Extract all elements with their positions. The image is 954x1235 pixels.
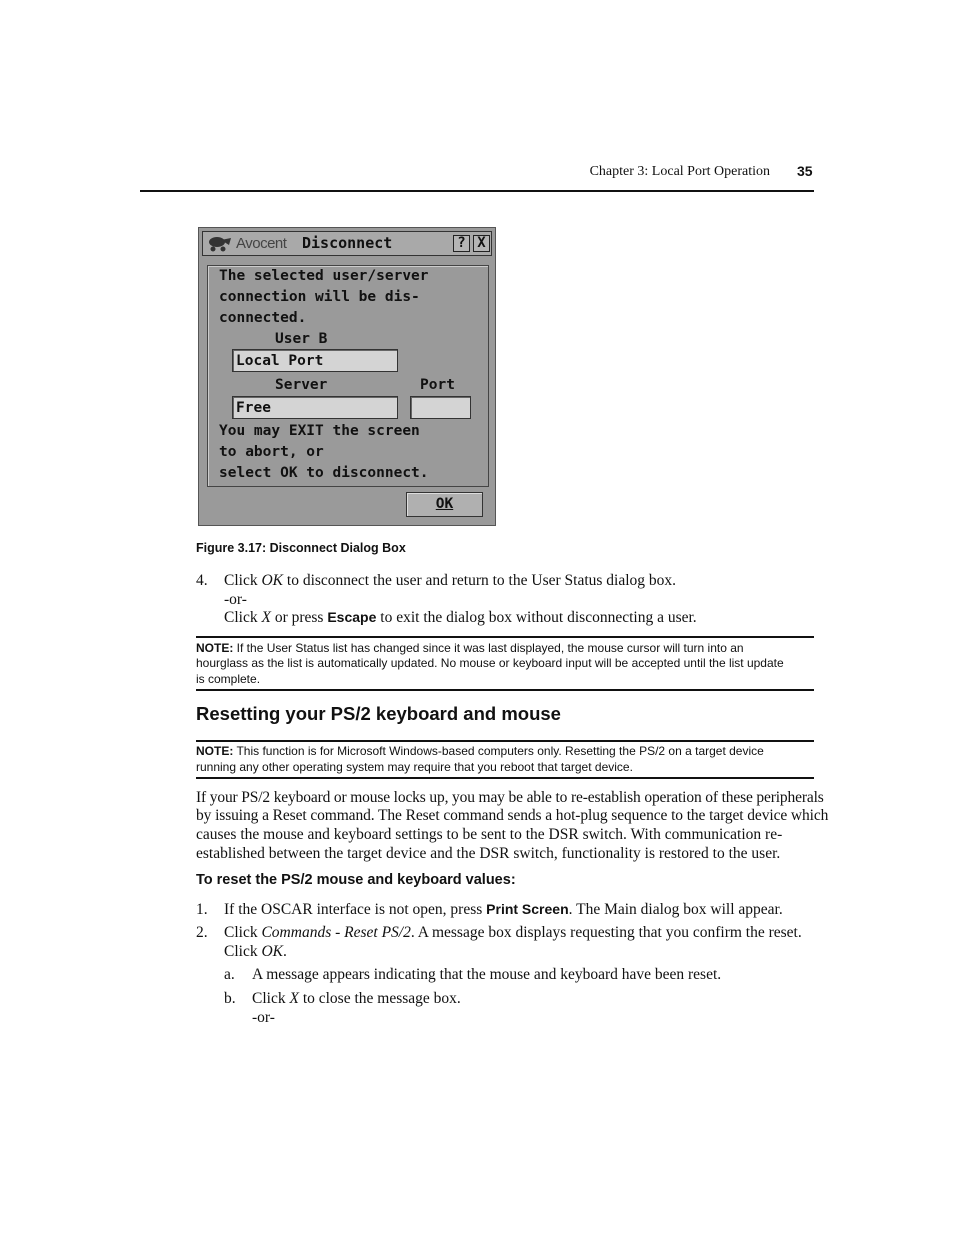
header-rule <box>140 190 814 192</box>
server-field-value: Free <box>236 400 271 416</box>
note-1-line: hourglass as the list is automatically updated. No mouse or keyboard input will be accepted until the list update <box>196 656 784 670</box>
note-rule <box>196 689 814 691</box>
avocent-logo-icon <box>207 236 233 252</box>
dialog-message-line: connection will be dis- <box>219 289 420 305</box>
body-line: established between the target device and the DSR switch, functionality is restored to the user. <box>196 845 781 862</box>
section-heading: Resetting your PS/2 keyboard and mouse <box>196 703 561 724</box>
body-line: causes the mouse and keyboard settings to be sent to the DSR switch. With communication re- <box>196 826 783 843</box>
procedure-heading: To reset the PS/2 mouse and keyboard values: <box>196 872 516 888</box>
step-1-text: If the OSCAR interface is not open, press Print Screen. The Main dialog box will appear. <box>224 901 783 918</box>
body-line: by issuing a Reset command. The Reset command sends a hot-plug sequence to the target device which <box>196 807 829 824</box>
substep-a-text: A message appears indicating that the mouse and keyboard have been reset. <box>252 966 722 983</box>
or-separator: -or- <box>224 591 247 608</box>
user-field[interactable] <box>232 349 398 372</box>
port-label: Port <box>420 377 455 393</box>
note-rule <box>196 740 814 742</box>
dialog-titlebar <box>202 231 492 256</box>
dialog-message-line: connected. <box>219 310 307 326</box>
dialog-panel <box>207 265 489 487</box>
ok-button-label: OK <box>435 496 454 512</box>
note-1-line: is complete. <box>196 672 261 686</box>
close-button[interactable]: X <box>473 235 490 252</box>
dialog-title: Disconnect <box>302 234 393 252</box>
step-number: 1. <box>196 901 208 918</box>
substep-letter: a. <box>224 966 235 983</box>
port-field[interactable] <box>410 396 471 419</box>
server-label: Server <box>275 377 328 393</box>
disconnect-dialog <box>198 227 496 526</box>
running-header-chapter: Chapter 3: Local Port Operation <box>589 164 770 179</box>
step-4-text: Click OK to disconnect the user and return to the User Status dialog box. <box>224 572 677 589</box>
note-2-line: NOTE: This function is for Microsoft Windows-based computers only. Resetting the PS/2 on a target device <box>196 744 764 758</box>
or-separator: -or- <box>252 1009 275 1026</box>
substep-b-text: Click X to close the message box. <box>252 990 461 1007</box>
ok-button[interactable] <box>406 492 483 517</box>
avocent-logo-text: Avocent <box>236 235 287 252</box>
note-1-line: NOTE: If the User Status list has changed since it was last displayed, the mouse cursor will turn into an <box>196 641 744 655</box>
user-label: User B <box>275 331 328 347</box>
step-2-text-cont: Click OK. <box>224 943 287 960</box>
dialog-message-line: You may EXIT the screen <box>219 423 420 439</box>
note-rule <box>196 636 814 638</box>
help-button[interactable]: ? <box>453 235 470 252</box>
user-field-value: Local Port <box>236 353 324 369</box>
figure-caption: Figure 3.17: Disconnect Dialog Box <box>196 541 406 555</box>
page-number: 35 <box>797 163 813 179</box>
note-2-line: running any other operating system may require that you reboot that target device. <box>196 760 633 774</box>
note-rule <box>196 777 814 779</box>
step-4-alt-text: Click X or press Escape to exit the dialog box without disconnecting a user. <box>224 609 697 626</box>
step-number: 2. <box>196 924 208 941</box>
body-line: If your PS/2 keyboard or mouse locks up, you may be able to re-establish operation of these peripherals <box>196 789 824 806</box>
step-number: 4. <box>196 572 208 589</box>
substep-letter: b. <box>224 990 236 1007</box>
dialog-message-line: select OK to disconnect. <box>219 465 429 481</box>
server-field[interactable] <box>232 396 398 419</box>
dialog-message-line: to abort, or <box>219 444 324 460</box>
step-2-text: Click Commands - Reset PS/2. A message box displays requesting that you confirm the reset. <box>224 924 802 941</box>
dialog-message-line: The selected user/server <box>219 268 429 284</box>
